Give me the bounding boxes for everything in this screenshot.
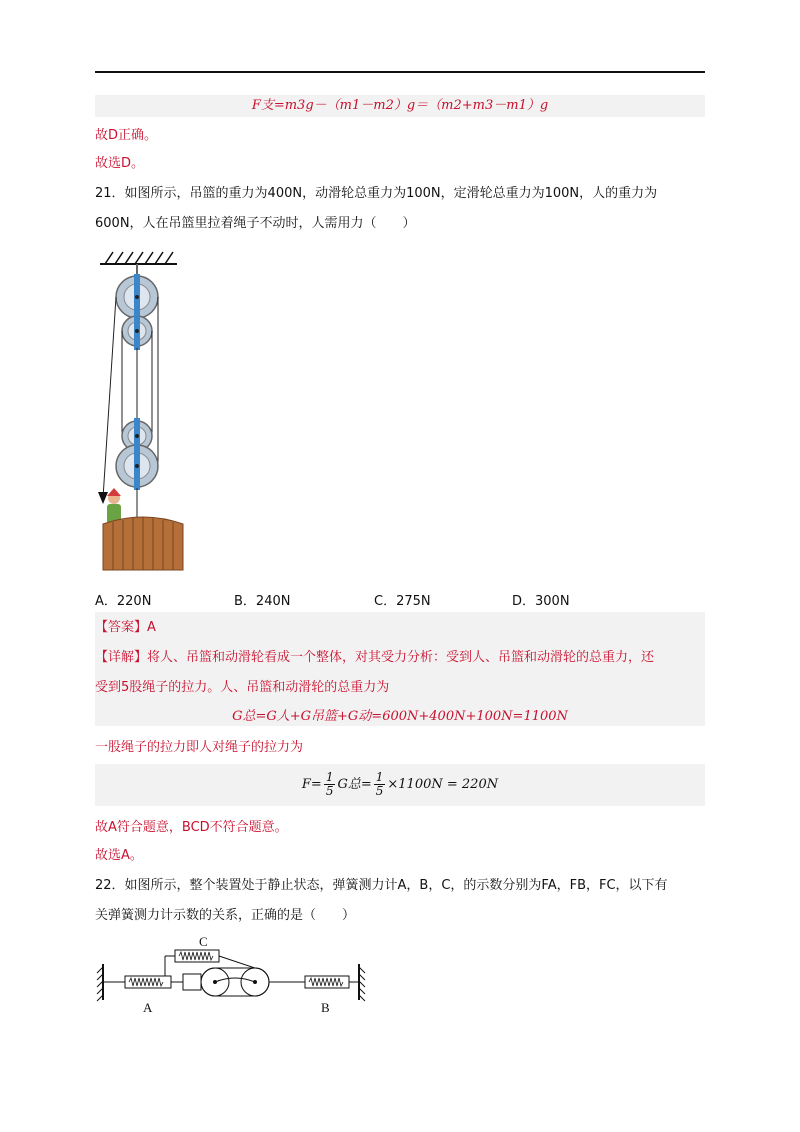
fraction-one-fifth-a	[324, 771, 336, 798]
fraction-one-fifth-b	[374, 771, 386, 798]
label-a: A	[143, 1000, 153, 1015]
detail-line1: 【详解】将人、吊篮和动滑轮看成一个整体，对其受力分析：受到人、吊篮和动滑轮的总重力，还	[95, 650, 655, 665]
force-formula	[0, 768, 800, 802]
q21-stem-line1: 21．如图所示，吊篮的重力为400N，动滑轮总重力为100N，定滑轮总重力为100N，人的重力为	[95, 186, 658, 201]
option-c: C．275N	[374, 594, 431, 609]
q21-stem-line2: 600N，人在吊篮里拉着绳子不动时，人需用力（ ）	[95, 216, 416, 231]
pulley-basket-figure	[95, 248, 195, 573]
one-strand-text: 一股绳子的拉力即人对绳子的拉力为	[95, 740, 304, 755]
label-b: B	[321, 1000, 330, 1015]
q22-stem-line1: 22．如图所示，整个装置处于静止状态，弹簧测力计A，B，C，的示数分别为FA，FB，FC，以下有	[95, 878, 668, 893]
frac-den-b: 5	[375, 784, 384, 798]
support-force-formula: F支=m3g－（m1－m2）g＝（m2+m3－m1）g	[251, 98, 549, 113]
q22-stem-line2: 关弹簧测力计示数的关系，正确的是（ ）	[95, 908, 356, 923]
frac-num-b: 1	[375, 770, 384, 784]
answer-text: 【答案】A	[95, 620, 156, 635]
frac-den-a: 5	[325, 784, 334, 798]
force-suffix: ×1100N = 220N	[387, 777, 499, 792]
spring-scale-figure	[95, 936, 370, 1020]
g-total-symbol: G总	[337, 777, 361, 792]
header-rule	[95, 71, 705, 73]
option-b: B．240N	[234, 594, 291, 609]
d-correct-text: 故D正确。	[95, 128, 158, 143]
option-d: D．300N	[512, 594, 570, 609]
total-weight-formula: G总=G人+G吊篮+G动=600N+400N+100N=1100N	[232, 709, 568, 724]
detail-line2: 受到5股绳子的拉力。人、吊篮和动滑轮的总重力为	[95, 680, 390, 695]
frac-num-a: 1	[325, 770, 334, 784]
label-c: C	[199, 936, 208, 949]
choose-a-text: 故选A。	[95, 848, 143, 863]
force-prefix: F=	[301, 777, 322, 792]
option-a: A．220N	[95, 594, 152, 609]
conclusion-text: 故A符合题意，BCD不符合题意。	[95, 820, 288, 835]
force-mid: =	[360, 777, 372, 792]
choose-d-text: 故选D。	[95, 156, 145, 171]
